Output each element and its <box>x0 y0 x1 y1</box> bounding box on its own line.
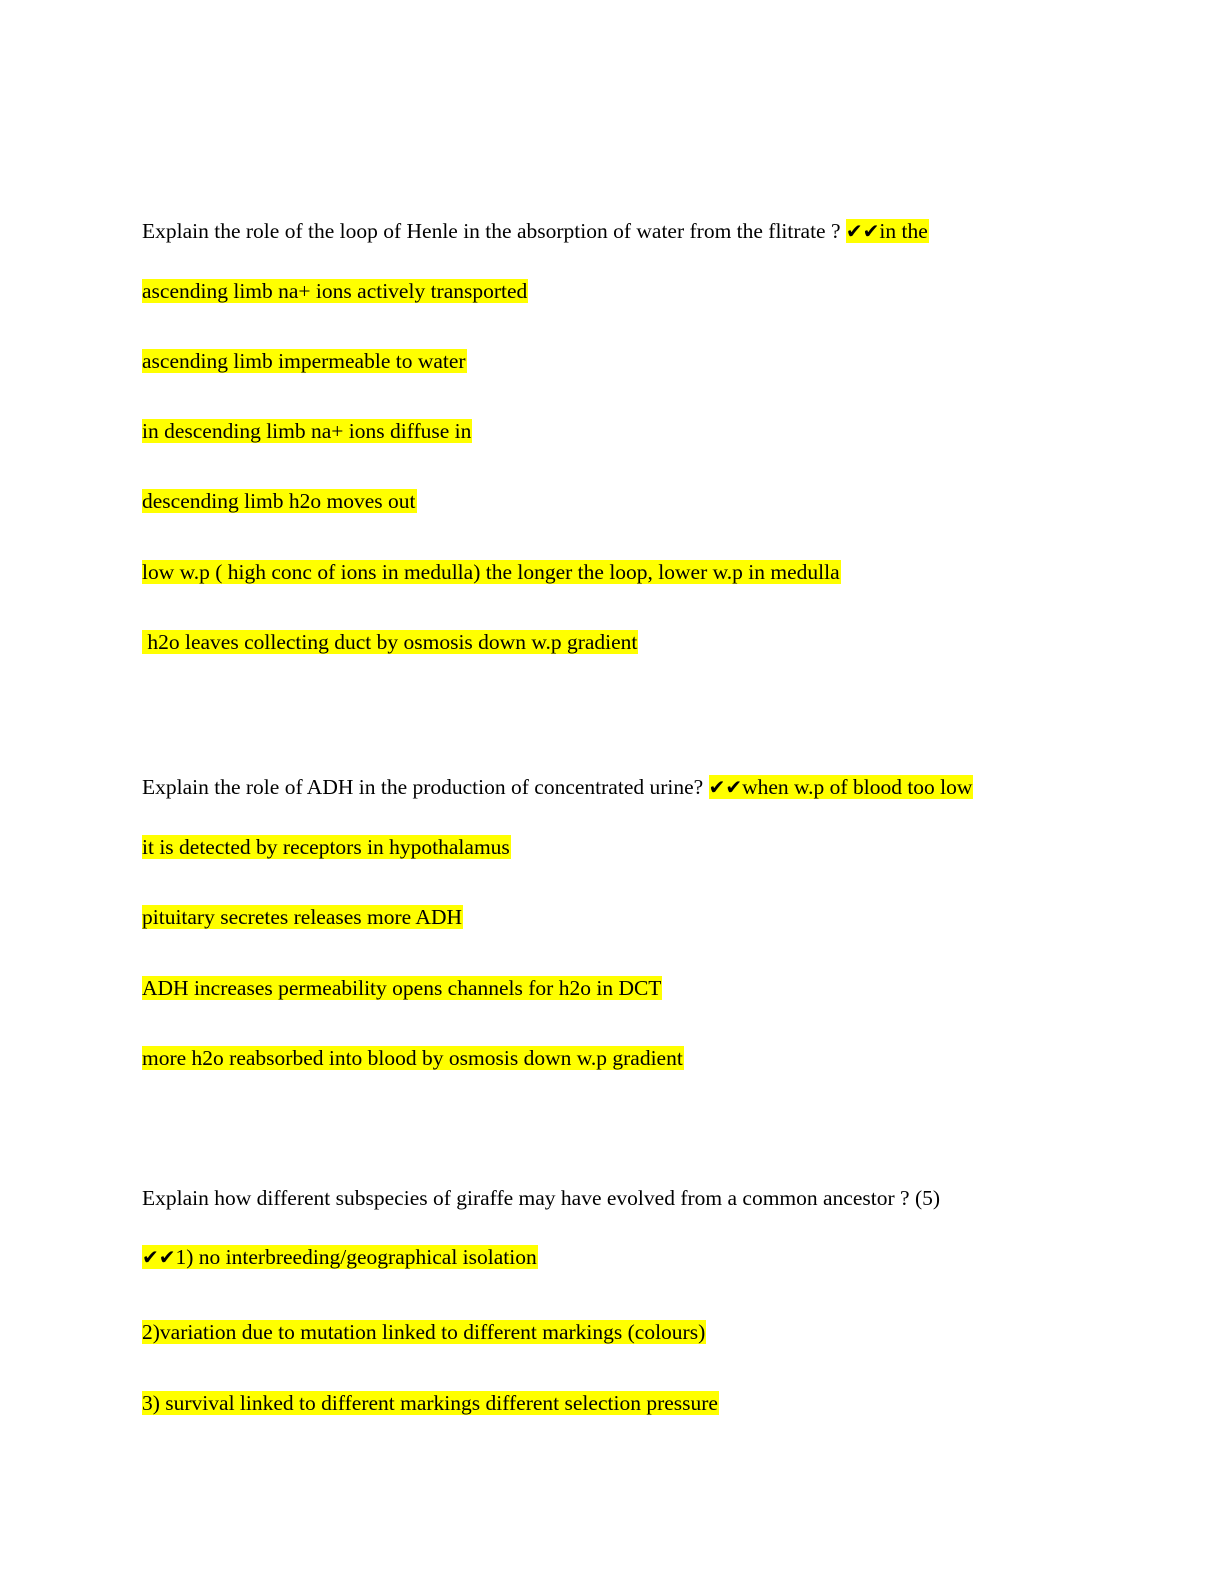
q1-answer-line <box>142 627 638 657</box>
q2-question-line <box>142 772 973 802</box>
q1-answer-text: descending limb h2o moves out <box>142 489 416 513</box>
q2-answer-text: more h2o reabsorbed into blood by osmosis down w.p gradient <box>142 1046 683 1070</box>
q2-answer-line <box>142 832 511 862</box>
q1-answer-line <box>142 346 467 376</box>
q3-answer-text: 2)variation due to mutation linked to different markings (colours) <box>142 1320 706 1344</box>
q3-answer-line <box>142 1388 719 1418</box>
q2-answer-start-text: when w.p of blood too low <box>742 775 973 799</box>
q1-answer-line <box>142 416 472 446</box>
q1-question-line <box>142 216 929 246</box>
q1-checkmarks-icon: ✔✔ <box>845 219 880 243</box>
q2-answer-start <box>709 775 974 799</box>
q2-answer-text: pituitary secretes releases more ADH <box>142 905 462 929</box>
q3-checkmarks-icon: ✔✔ <box>142 1245 176 1269</box>
q1-answer-text: low w.p ( high conc of ions in medulla) the longer the loop, lower w.p in medulla <box>142 560 840 584</box>
q1-answer-text: ascending limb impermeable to water <box>142 349 466 373</box>
q1-question-text: Explain the role of the loop of Henle in the absorption of water from the flitrate ? <box>142 219 846 243</box>
q3-answer-start <box>142 1245 538 1269</box>
q3-answer-line <box>142 1242 538 1272</box>
q3-answer-start-text: 1) no interbreeding/geographical isolation <box>175 1245 537 1269</box>
q1-answer-line <box>142 276 528 306</box>
q2-answer-line <box>142 1043 684 1073</box>
q1-answer-start <box>846 219 929 243</box>
q1-answer-text: in descending limb na+ ions diffuse in <box>142 419 472 443</box>
q1-answer-text: ascending limb na+ ions actively transported <box>142 279 528 303</box>
q3-question-text: Explain how different subspecies of giraffe may have evolved from a common ancestor ? (5) <box>142 1186 941 1210</box>
q2-answer-line <box>142 973 662 1003</box>
q3-answer-text: 3) survival linked to different markings different selection pressure <box>142 1391 718 1415</box>
q1-answer-line <box>142 557 841 587</box>
q1-answer-line <box>142 486 417 516</box>
q2-answer-line <box>142 902 463 932</box>
q2-question-text: Explain the role of ADH in the production of concentrated urine? <box>142 775 709 799</box>
q1-answer-start-text: in the <box>879 219 928 243</box>
q2-answer-text: it is detected by receptors in hypothalamus <box>142 835 510 859</box>
q3-answer-line <box>142 1317 706 1347</box>
q2-checkmarks-icon: ✔✔ <box>708 775 743 799</box>
q1-answer-text: h2o leaves collecting duct by osmosis down w.p gradient <box>142 630 638 654</box>
q2-answer-text: ADH increases permeability opens channels for h2o in DCT <box>142 976 662 1000</box>
q3-question-line <box>142 1183 940 1213</box>
